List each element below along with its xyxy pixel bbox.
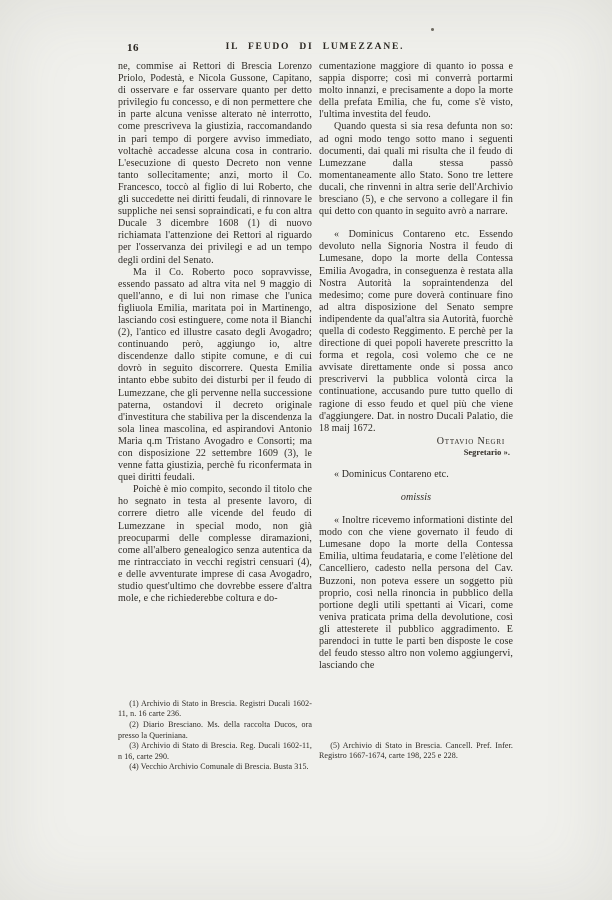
page-number: 16 <box>127 42 139 54</box>
body-paragraph: Poichè è mio compito, secondo il titolo che ho segnato in testa al presente lavoro, di correre dietro alle vicende del feudo di Lumezzane in special modo, non già preocuparmi delle complesse diramazioni, come all'albero genealogico senza autentica da me rintracciato in vecchi registri censuari (4), e delle avventurate imprese di casa Avogadro, studio quest'ultimo che dovrebbe essere d'altra mole, e che richiederebbe coltura e do- <box>118 484 312 605</box>
left-footnotes <box>118 699 312 773</box>
body-paragraph: cumentazione maggiore di quanto io possa e sappia disporre; così mi converrà portarmi molto innanzi, e precisamente a dopo la morte della prefata Emilia, che fu, come s'è visto, l'ultima investita del feudo. <box>319 61 513 121</box>
ducal-letter-quote: « Dominicus Contareno etc. Essendo devoluto nella Signoria Nostra il feudo di Lumesane, dopo la morte della Contessa Emilia Avogadra, in conseguenza è restata alla Nostra Autorità la sopraintendenza del medesimo; come pure doverà continuare fino ad altra disposizione del Senato sempre indipendente da qual'altra sia Autorità, fuorchè quella di codesto Reggimento. E perchè per la directione di quei popoli haverete prescritto la forma et regola, così volemo che ce ne avvisate direttamente onde si possa anco prescrivervi la pubblica volontà circa la continuatione, accusando pure tutto quello di ragione di esso feudo et quel più che viene d'aggiungere. Dat. in nostro Ducali Palatio, die 18 maij 1672. <box>319 229 513 434</box>
running-header <box>118 42 512 56</box>
body-paragraph: Ma il Co. Roberto poco sopravvisse, essendo passato ad altra vita nel 9 maggio di quell'anno, e di lui non rimase che l'unica figliuola Emilia, maritata poi in Martinengo, lasciando così estinguere, come nota il Bianchi (2), l'antico ed illustre casato degli Avogadro; continuando però, aggiungo io, altre discendenze dallo stipite comune, e di cui dovrò in seguito discorrere. Questa Emilia intanto ebbe subito dei disturbi per il feudo di Lumezzane, che gli pervenne nella successione paterna, ostandovi il decreto originale d'investitura che stabiliva per la discendenza la sola linea mascolina, ed aspirandovi Antonio Maria q.m Tristano Avogadro e Consorti; ma con disposizione 22 settembre 1609 (3), le venne fatta giustizia, perchè fu riconfermata in quei diritti feudali. <box>118 266 312 484</box>
signature-role: Segretario ». <box>463 447 510 457</box>
footnote: (3) Archivio di Stato di Brescia. Reg. Ducali 1602-11, n 16, carte 290. <box>118 741 312 761</box>
body-paragraph: ne, commise ai Rettori di Brescia Lorenzo Priolo, Podestà, e Nicola Gussone, Capitano, di osservare e far osservare quanto per detto privilegio fu concesso, e di non permettere che in parte alcuna venisse alterato nè interrotto, come prescriveva la giustizia, raccomandando in pari tempo di porgere avviso immediato, voltachè accadesse alcuna cosa in contrario. L'esecuzione di questo Decreto non venne tanto sollecitamente; anzi, morto il Co. Francesco, toccò al figlio di lui Roberto, che gli succedette nei diritti feudali, di rinnovare le suppliche nei sensi sopraindicati, e fu con altra Ducale 3 dicembre 1608 (1) di nuovo richiamata l'attenzione dei Rettori al riguardo per l'osservanza dei privilegi e ad un tempo degli ordini del Senato. <box>118 61 312 266</box>
signature-name: Ottavio Negri <box>436 435 505 447</box>
right-column <box>319 61 513 762</box>
footnote: (2) Diario Bresciano. Ms. della raccolta Ducos, ora presso la Queriniana. <box>118 720 312 740</box>
left-column <box>118 61 312 773</box>
omissis-label: omissis <box>400 492 432 503</box>
body-paragraph: Quando questa si sia resa defunta non so: ad ogni modo tengo sotto mano i seguenti documenti, dai quali mi risulta che il feudo di Lumezzane dalla stessa passò momentaneamente allo Stato. Sono tre lettere ducali, che rinvenni in altra serie dell'Archivio bresciano (5), e che servono a collegare il fin qui detto con quanto in seguito avrò a narrare. <box>319 121 513 218</box>
right-footnotes <box>319 741 513 762</box>
ducal-letter-quote: « Inoltre ricevemo informationi distinte del modo con che viene governato il feudo di Lumesane dopo la morte della Contessa Emilia, ultima feudataria, e come l'elètione del Cancelliero, cadesto nella persona del Cav. Buzzoni, non poteva essere un soggetto più proprio, così nella rinoncia in pubblico della portione degli utili spettanti ai Vicari, come veniva praticata prima della devolutione, così gli attesterete il pubblico aggradimento. E parendoci in tutte le parti ben disposte le cose del feudo stesso altro non volemo aggiungervi, lasciando che <box>319 515 513 672</box>
footnote: (4) Vecchio Archivio Comunale di Brescia. Busta 315. <box>129 762 309 772</box>
scan-speck <box>431 28 434 31</box>
running-title: IL FEUDO DI LUMEZZANE. <box>225 42 405 52</box>
quote-heading: « Dominicus Contareno etc. <box>334 468 449 480</box>
footnote: (1) Archivio di Stato in Brescia. Registri Ducali 1602-11, n. 16 carte 236. <box>118 698 312 719</box>
footnote: (5) Archivio di Stato in Brescia. Cancell. Pref. Infer. Registro 1667-1674, carte 198, 225 e 228. <box>319 740 513 761</box>
